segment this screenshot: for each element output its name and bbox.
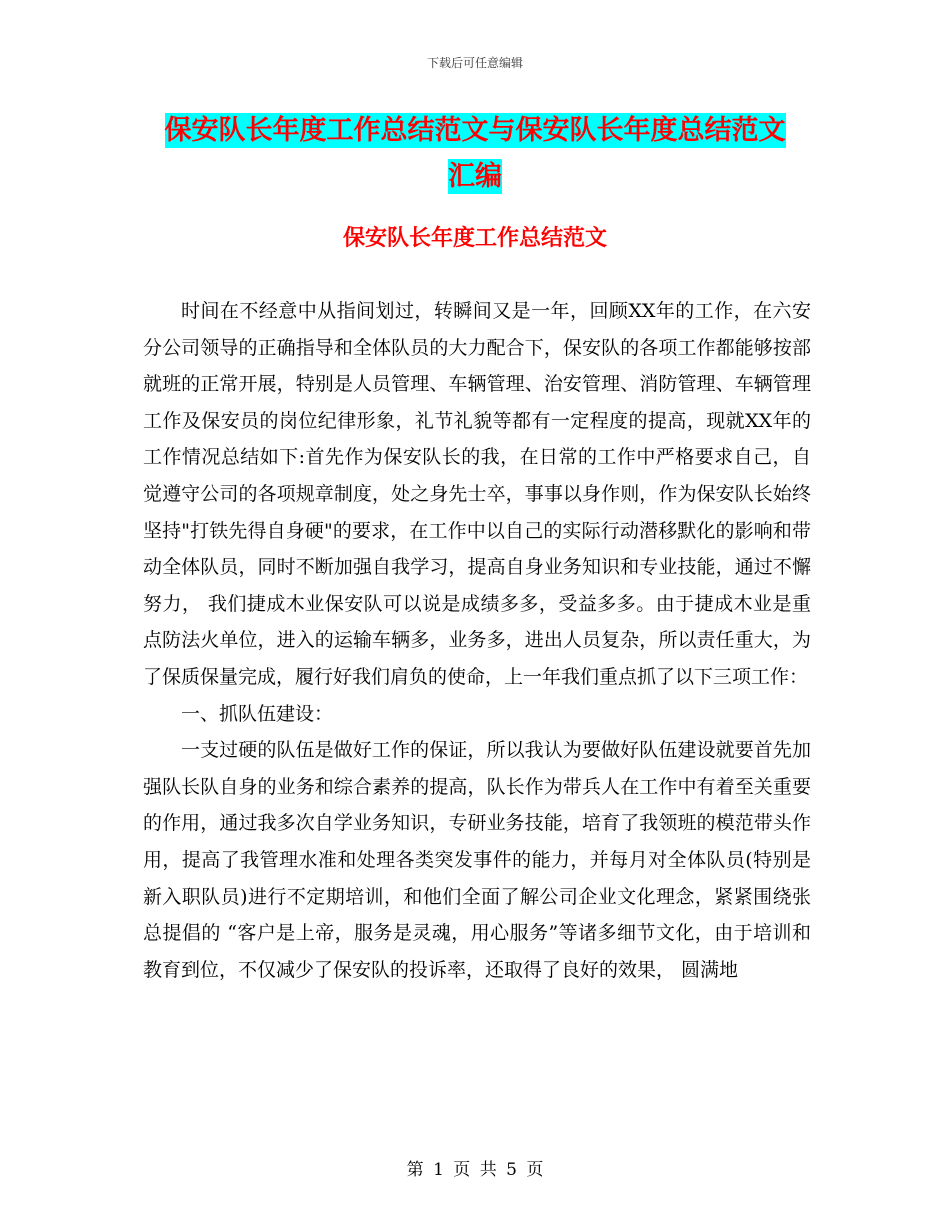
document-title-line-1: 保安队长年度工作总结范文与保安队长年度总结范文 [164, 115, 786, 146]
paragraph-team-building: 一支过硬的队伍是做好工作的保证，所以我认为要做好队伍建设就要首先加强队长队自身的业务和综合素养的提高，队长作为带兵人在工作中有着至关重要的作用，通过我多次自学业务知识，专研业务技能，培育了我领班的模范带头作用，提高了我管理水准和处理各类突发事件的能力，并每月对全体队员(特别是新入职队员)进行不定期培训，和他们全面了解公司企业文化理念，紧紧围绕张总提倡的 “客户是上帝，服务是灵魂，用心服务”等诸多细节文化，由于培训和教育到位，不仅减少了保安队的投诉率，还取得了良好的效果， 圆满地 [143, 739, 811, 981]
section-title: 保安队长年度工作总结范文 [342, 226, 607, 251]
document-title [0, 108, 950, 200]
document-title-line-2: 汇编 [448, 161, 502, 192]
paragraph-intro: 时间在不经意中从指间划过，转瞬间又是一年，回顾XX年的工作，在六安分公司领导的正确指导和全体队员的大力配合下，保安队的各项工作都能够按部就班的正常开展，特别是人员管理、车辆管理、治安管理、消防管理、车辆管理工作及保安员的岗位纪律形象，礼节礼貌等都有一定程度的提高，现就XX年的工作情况总结如下:首先作为保安队长的我，在日常的工作中严格要求自己，自觉遵守公司的各项规章制度，处之身先士卒，事事以身作则，作为保安队长始终坚持"打铁先得自身硬"的要求，在工作中以自己的实际行动潜移默化的影响和带动全体队员，同时不断加强自我学习，提高自身业务知识和专业技能，通过不懈努力， 我们捷成木业保安队可以说是成绩多多，受益多多。由于捷成木业是重点防法火单位，进入的运输车辆多，业务多，进出人员复杂，所以责任重大，为了保质保量完成，履行好我们肩负的使命，上一年我们重点抓了以下三项工作： [143, 300, 811, 688]
page-footer: 第 1 页 共 5 页 [406, 1160, 544, 1180]
header-note: 下载后可任意编辑 [426, 56, 523, 70]
body-text [143, 293, 811, 988]
paragraph-heading-team-building: 一、抓队伍建设： [181, 702, 334, 725]
